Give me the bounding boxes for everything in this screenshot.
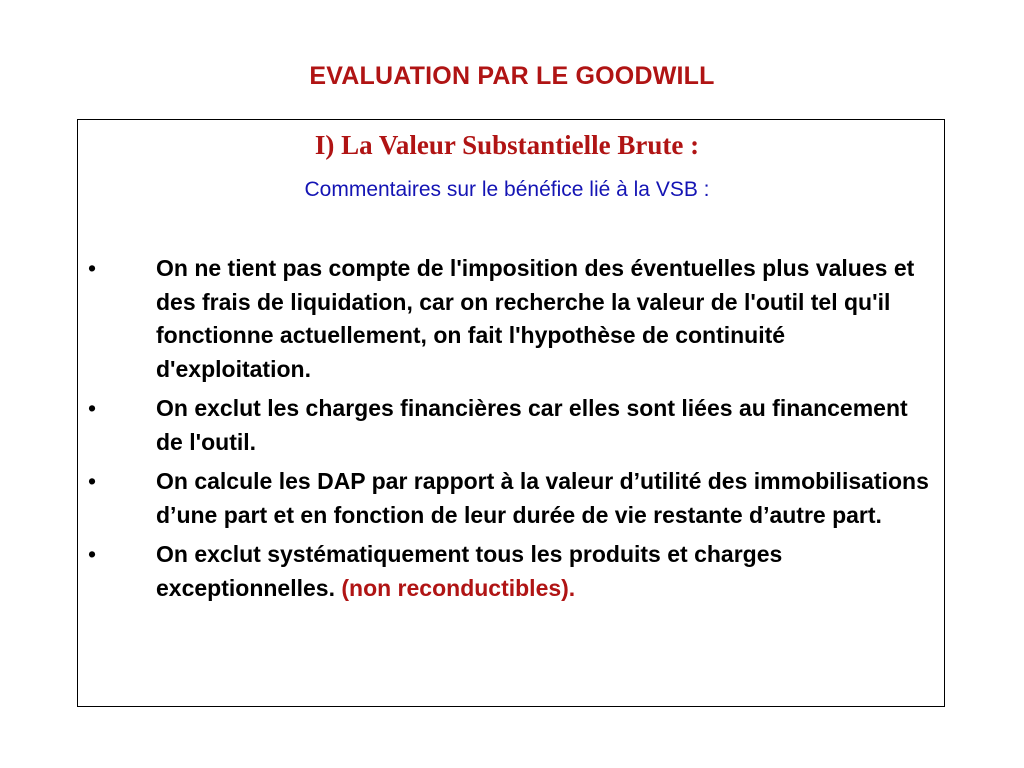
bullet-text: On exclut systématiquement tous les produits et charges exceptionnelles.	[156, 541, 783, 601]
bullet-item	[78, 392, 944, 459]
bullet-icon: •	[88, 541, 97, 567]
sub-heading: Commentaires sur le bénéfice lié à la VSB :	[304, 178, 710, 201]
bullet-icon: •	[88, 395, 97, 421]
content-box	[77, 119, 945, 707]
bullet-item	[78, 252, 944, 386]
bullet-text: On ne tient pas compte de l'imposition des éventuelles plus values et des frais de liquidation, car on recherche la valeur de l'outil tel qu'il fonctionne actuellement, on fait l'hypothèse de continuité d'exploitation.	[156, 255, 915, 382]
bullet-item	[78, 465, 944, 532]
section-heading: I) La Valeur Substantielle Brute :	[314, 130, 700, 160]
slide-title: EVALUATION PAR LE GOODWILL	[309, 62, 715, 90]
bullet-accent-text: (non reconductibles).	[341, 574, 576, 601]
bullet-icon: •	[88, 255, 97, 281]
bullet-item	[78, 538, 944, 605]
bullet-text: On exclut les charges financières car elles sont liées au financement de l'outil.	[156, 395, 908, 455]
bullet-text: On calcule les DAP par rapport à la valeur d’utilité des immobilisations d’une part et en fonction de leur durée de vie restante d’autre part.	[156, 468, 929, 528]
bullet-list	[78, 252, 944, 611]
bullet-icon: •	[88, 468, 97, 494]
